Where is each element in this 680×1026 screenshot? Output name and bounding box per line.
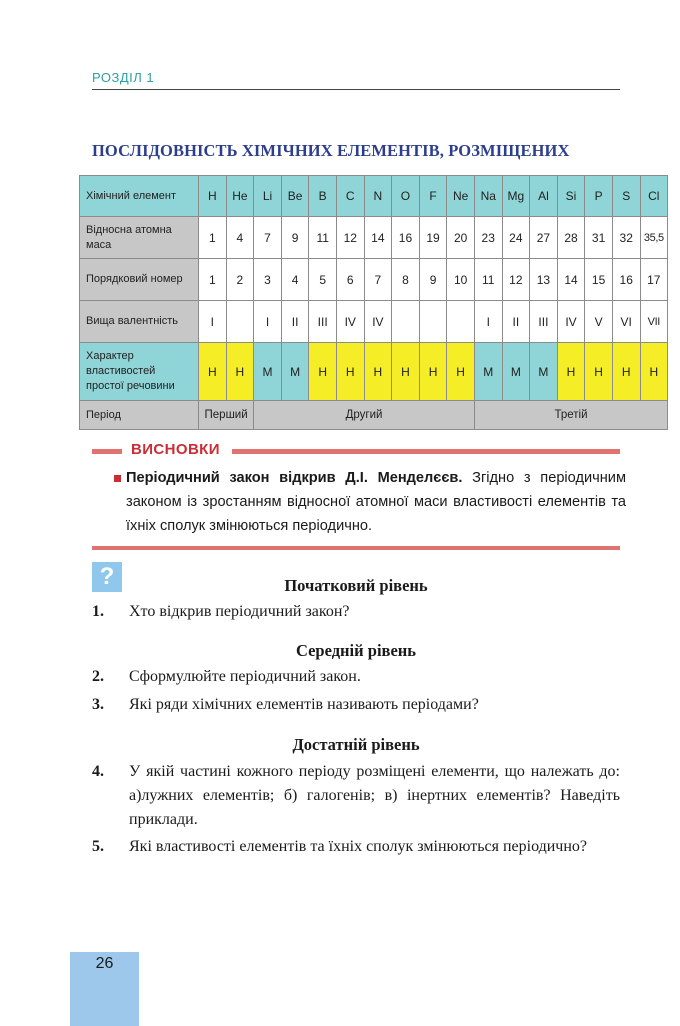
valence-cell: I <box>474 301 502 343</box>
valence-cell: IV <box>336 301 364 343</box>
period-cell-first: Перший <box>199 401 254 430</box>
number-cell: 12 <box>502 259 530 301</box>
mass-cell: 35,5 <box>640 217 668 259</box>
element-cell: Si <box>557 176 585 217</box>
question-item <box>92 760 620 832</box>
valence-cell: V <box>585 301 613 343</box>
character-cell: Н <box>640 343 668 401</box>
element-cell: B <box>309 176 337 217</box>
valence-cell: IV <box>557 301 585 343</box>
number-cell: 13 <box>530 259 558 301</box>
bullet-square-icon <box>114 475 121 482</box>
number-cell: 10 <box>447 259 475 301</box>
conclusions-bar-left <box>92 449 122 454</box>
question-text: Які властивості елементів та їхніх сполук змінюються періодично? <box>129 838 588 855</box>
number-row <box>80 259 668 301</box>
number-cell: 3 <box>254 259 282 301</box>
character-cell: Н <box>557 343 585 401</box>
mass-cell: 14 <box>364 217 392 259</box>
mass-cell: 7 <box>254 217 282 259</box>
period-cell-third: Третій <box>474 401 667 430</box>
conclusions-body: Згідно з періодичним законом із зростанням відносної атомної маси властивості елементів та їхніх сполук змінюються періодично. <box>126 470 626 534</box>
question-text: Хто відкрив періодичний закон? <box>129 603 350 620</box>
mass-row <box>80 217 668 259</box>
number-cell: 7 <box>364 259 392 301</box>
element-cell: F <box>419 176 447 217</box>
number-cell: 15 <box>585 259 613 301</box>
mass-cell: 16 <box>392 217 420 259</box>
number-cell: 9 <box>419 259 447 301</box>
number-cell: 8 <box>392 259 420 301</box>
mass-cell: 28 <box>557 217 585 259</box>
number-cell: 14 <box>557 259 585 301</box>
valence-cell: IV <box>364 301 392 343</box>
mass-cell: 31 <box>585 217 613 259</box>
character-cell: Н <box>419 343 447 401</box>
element-row <box>80 176 668 217</box>
question-item <box>92 835 620 859</box>
character-cell: Н <box>309 343 337 401</box>
mass-cell: 20 <box>447 217 475 259</box>
character-cell: М <box>474 343 502 401</box>
valence-cell: VI <box>612 301 640 343</box>
element-cell: N <box>364 176 392 217</box>
character-cell: Н <box>585 343 613 401</box>
number-cell: 1 <box>199 259 227 301</box>
mass-cell: 23 <box>474 217 502 259</box>
conclusions-bold: Періодичний закон відкрив Д.І. Менделєєв. <box>126 470 463 486</box>
valence-cell: I <box>254 301 282 343</box>
character-cell: М <box>502 343 530 401</box>
character-cell: М <box>281 343 309 401</box>
conclusions-bar-right <box>232 449 620 454</box>
number-row-label: Порядковий номер <box>80 259 199 301</box>
character-row-label: Характер властивостей простої речовини <box>80 343 199 401</box>
element-cell: P <box>585 176 613 217</box>
section-label: РОЗДІЛ 1 <box>92 70 155 85</box>
element-cell: O <box>392 176 420 217</box>
character-cell: Н <box>226 343 254 401</box>
character-cell: Н <box>364 343 392 401</box>
question-number: 1. <box>92 603 104 620</box>
question-number: 2. <box>92 668 104 685</box>
level-title: Середній рівень <box>295 641 417 660</box>
element-table <box>79 175 668 430</box>
valence-cell <box>419 301 447 343</box>
element-row-label: Хімічний елемент <box>80 176 199 217</box>
valence-cell <box>447 301 475 343</box>
period-cell-second: Другий <box>254 401 475 430</box>
number-cell: 11 <box>474 259 502 301</box>
page-number-box <box>70 952 139 1026</box>
mass-cell: 19 <box>419 217 447 259</box>
element-cell: Cl <box>640 176 668 217</box>
question-text: Які ряди хімічних елементів називають періодами? <box>129 696 479 713</box>
valence-cell <box>226 301 254 343</box>
valence-cell: VII <box>640 301 668 343</box>
number-cell: 16 <box>612 259 640 301</box>
question-item <box>92 693 620 717</box>
mass-cell: 9 <box>281 217 309 259</box>
period-row <box>80 401 668 430</box>
character-cell: Н <box>447 343 475 401</box>
character-cell: М <box>530 343 558 401</box>
number-cell: 2 <box>226 259 254 301</box>
header-rule <box>92 89 620 90</box>
character-cell: М <box>254 343 282 401</box>
question-text: У якій частині кожного періоду розміщені елементи, що належать до: а)лужних елементів; б) галогенів; в) інертних елементів? Наведіть приклади. <box>129 763 620 828</box>
period-row-label: Період <box>80 401 199 430</box>
number-cell: 17 <box>640 259 668 301</box>
character-cell: Н <box>612 343 640 401</box>
character-cell: Н <box>336 343 364 401</box>
element-cell: He <box>226 176 254 217</box>
valence-cell: II <box>502 301 530 343</box>
element-cell: Al <box>530 176 558 217</box>
page-number: 26 <box>95 955 114 972</box>
question-mark-icon: ? <box>92 562 122 592</box>
conclusions-bottom-rule <box>92 546 620 550</box>
conclusions-text <box>126 466 626 538</box>
valence-row-label: Вища валентність <box>80 301 199 343</box>
mass-cell: 27 <box>530 217 558 259</box>
question-number: 5. <box>92 838 104 855</box>
element-cell: S <box>612 176 640 217</box>
mass-row-label: Відносна атомна маса <box>80 217 199 259</box>
character-row <box>80 343 668 401</box>
valence-cell: III <box>309 301 337 343</box>
conclusions-title: ВИСНОВКИ <box>131 441 220 458</box>
element-cell: Ne <box>447 176 475 217</box>
number-cell: 5 <box>309 259 337 301</box>
element-cell: Na <box>474 176 502 217</box>
valence-cell <box>392 301 420 343</box>
level-title: Достатній рівень <box>292 735 420 754</box>
number-cell: 4 <box>281 259 309 301</box>
character-cell: Н <box>199 343 227 401</box>
number-cell: 6 <box>336 259 364 301</box>
question-item <box>92 665 620 689</box>
valence-cell: II <box>281 301 309 343</box>
question-text: Сформулюйте періодичний закон. <box>129 668 361 685</box>
valence-row <box>80 301 668 343</box>
valence-cell: III <box>530 301 558 343</box>
mass-cell: 11 <box>309 217 337 259</box>
element-cell: Li <box>254 176 282 217</box>
mass-cell: 1 <box>199 217 227 259</box>
valence-cell: I <box>199 301 227 343</box>
element-cell: Be <box>281 176 309 217</box>
mass-cell: 32 <box>612 217 640 259</box>
question-item <box>92 600 620 624</box>
element-cell: H <box>199 176 227 217</box>
element-cell: Mg <box>502 176 530 217</box>
table-title: ПОСЛІДОВНІСТЬ ХІМІЧНИХ ЕЛЕМЕНТІВ, РОЗМІЩЕНИХ <box>92 141 570 160</box>
question-number: 4. <box>92 763 104 780</box>
element-cell: C <box>336 176 364 217</box>
mass-cell: 24 <box>502 217 530 259</box>
mass-cell: 4 <box>226 217 254 259</box>
character-cell: Н <box>392 343 420 401</box>
mass-cell: 12 <box>336 217 364 259</box>
level-title: Початковий рівень <box>284 576 428 595</box>
question-number: 3. <box>92 696 104 713</box>
